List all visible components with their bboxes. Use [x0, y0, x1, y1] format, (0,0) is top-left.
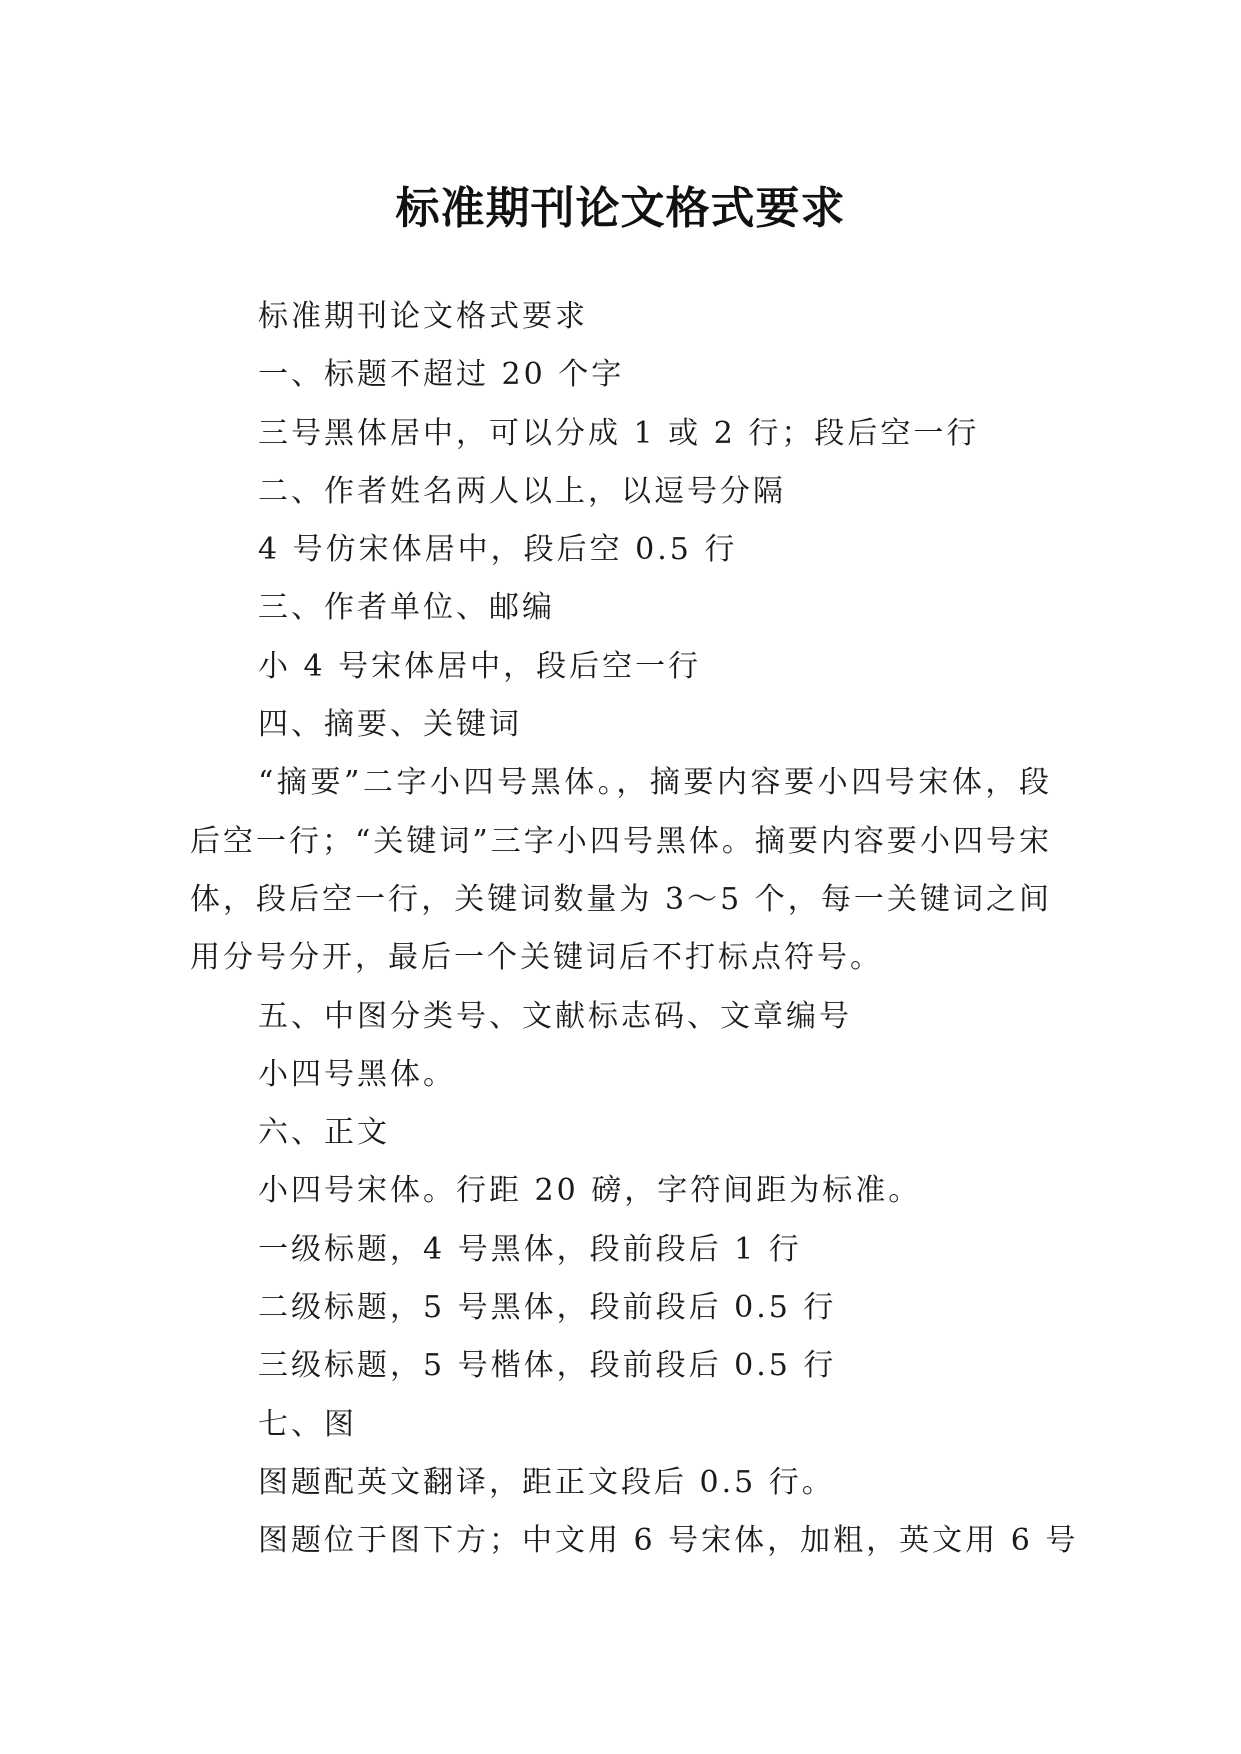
paragraph-section-3-body: 小 4 号宋体居中，段后空一行	[258, 648, 702, 684]
paragraph-section-6-body: 小四号宋体。行距 20 磅，字符间距为标准。	[258, 1173, 922, 1209]
paragraph-section-3-title: 三、作者单位、邮编	[258, 590, 555, 626]
paragraph-heading-level-3: 三级标题，5 号楷体，段前段后 0.5 行	[258, 1348, 837, 1384]
paragraph-section-1-title: 一、标题不超过 20 个字	[258, 357, 625, 393]
paragraph-section-2-body: 4 号仿宋体居中，段后空 0.5 行	[258, 532, 738, 568]
paragraph-section-6-title: 六、正文	[258, 1115, 390, 1151]
document-title: 标准期刊论文格式要求	[395, 183, 846, 235]
paragraph-section-5-body: 小四号黑体。	[258, 1056, 456, 1092]
paragraph-section-5-title: 五、中图分类号、文献标志码、文章编号	[258, 998, 852, 1034]
paragraph-section-7-body-1: 图题配英文翻译，距正文段后 0.5 行。	[258, 1464, 835, 1500]
paragraph-section-1-body: 三号黑体居中，可以分成 1 或 2 行；段后空一行	[258, 415, 980, 451]
paragraph-heading-level-1: 一级标题，4 号黑体，段前段后 1 行	[258, 1231, 802, 1267]
paragraph-heading-level-2: 二级标题，5 号黑体，段前段后 0.5 行	[258, 1290, 837, 1326]
paragraph-section-4-body: “摘要”二字小四号黑体。，摘要内容要小四号宋体，段后空一行；“关键词”三字小四号黑体。摘要内容要小四号宋体，段后空一行，关键词数量为 3～5 个，每一关键词之间用分号分开，最后一个关键词后不打标点符号。	[190, 765, 1052, 976]
paragraph-section-7-title: 七、图	[258, 1406, 357, 1442]
paragraph-section-4-title: 四、摘要、关键词	[258, 707, 522, 743]
document-body	[190, 288, 1079, 1571]
paragraph-heading-repeat: 标准期刊论文格式要求	[258, 299, 588, 334]
paragraph-section-7-body-2: 图题位于图下方；中文用 6 号宋体，加粗，英文用 6 号	[258, 1523, 1079, 1559]
paragraph-section-2-title: 二、作者姓名两人以上，以逗号分隔	[258, 473, 786, 509]
